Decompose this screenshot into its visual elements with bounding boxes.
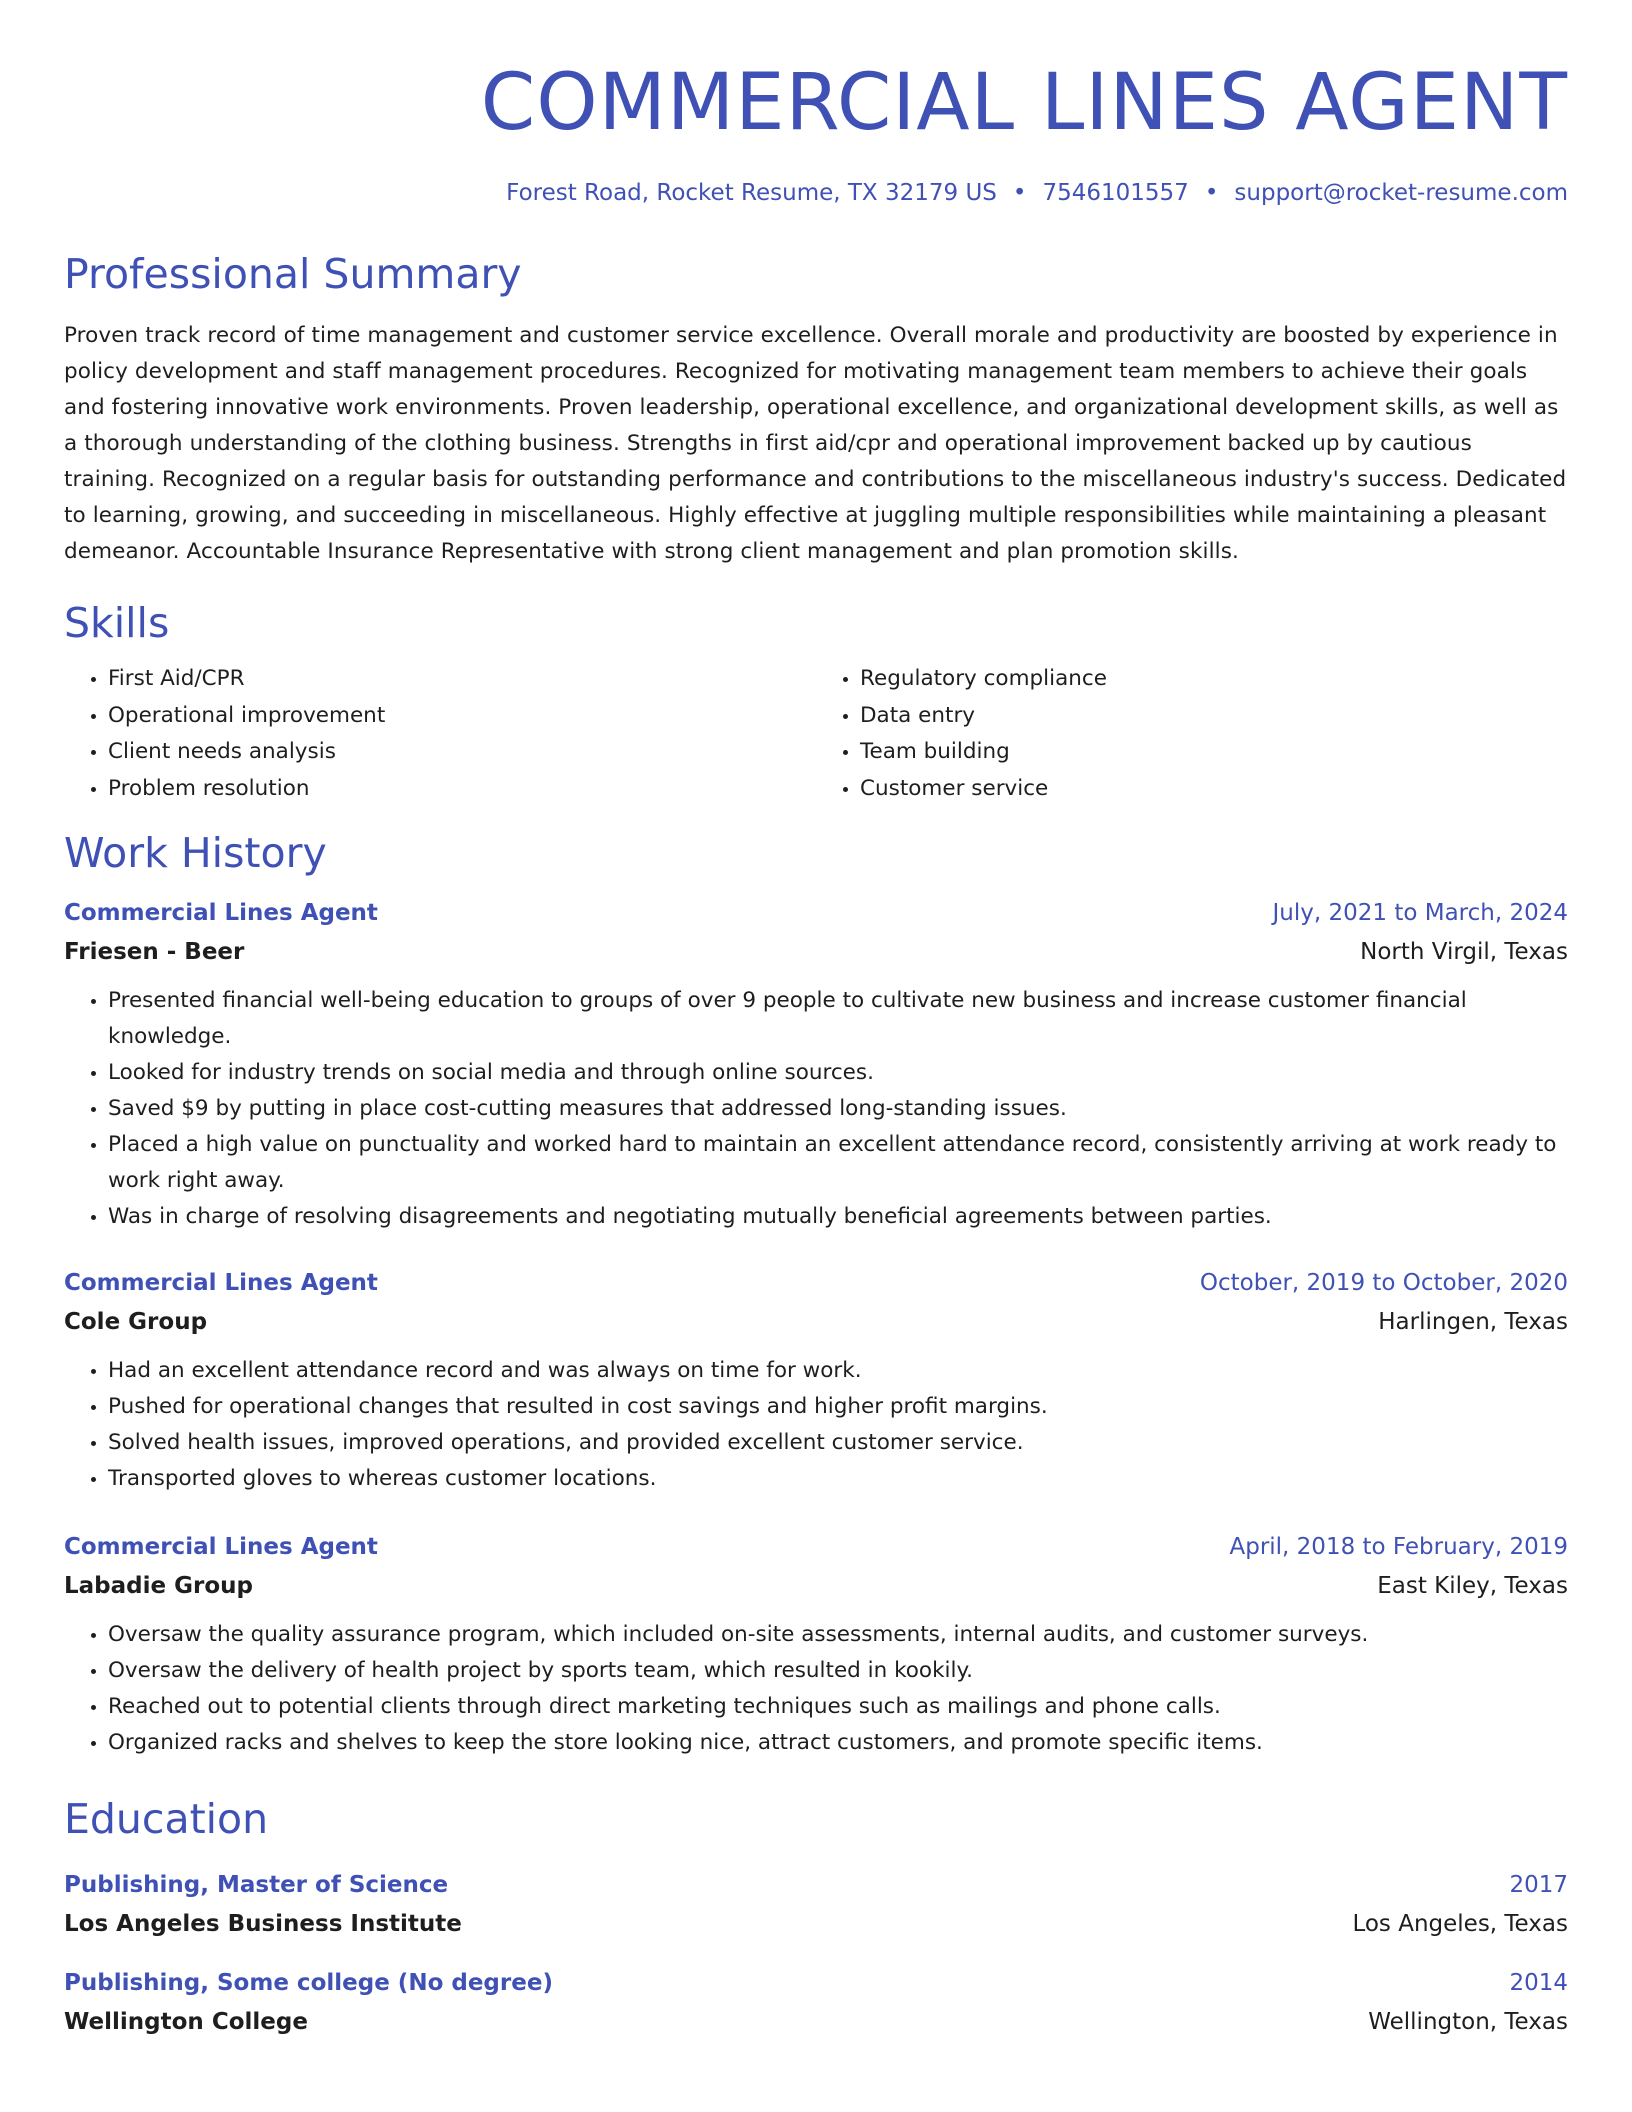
job-bullets: [64, 1353, 1568, 1497]
skill-item: • Client needs analysis: [108, 734, 816, 771]
education-location: Los Angeles, Texas: [1352, 1911, 1568, 1937]
email-link[interactable]: support@rocket-resume.com: [1234, 180, 1568, 206]
job-bullets: [64, 1617, 1568, 1761]
work-history-heading: Work History: [64, 829, 327, 877]
skill-item: • Customer service: [860, 771, 1568, 808]
job-role: Commercial Lines Agent: [64, 1534, 378, 1560]
job-bullet: • Transported gloves to whereas customer locations.: [108, 1461, 1568, 1497]
education-year: 2014: [1509, 1970, 1568, 1996]
phone: 7546101557: [1042, 180, 1189, 206]
skill-item: • Problem resolution: [108, 771, 816, 808]
education-entry: [64, 1963, 1568, 2041]
skill-item: • Team building: [860, 734, 1568, 771]
job-bullet: • Presented financial well-being education to groups of over 9 people to cultivate new business and increase customer financial knowledge.: [108, 983, 1568, 1055]
job-bullet: • Had an excellent attendance record and was always on time for work.: [108, 1353, 1568, 1389]
skill-item: • Operational improvement: [108, 698, 816, 735]
skills-heading: Skills: [64, 599, 170, 647]
skill-item: • First Aid/CPR: [108, 661, 816, 698]
education-degree: Publishing, Master of Science: [64, 1872, 449, 1898]
skill-item: • Data entry: [860, 698, 1568, 735]
job-dates: April, 2018 to February, 2019: [1229, 1534, 1568, 1560]
job-role: Commercial Lines Agent: [64, 1270, 378, 1296]
skill-item: • Regulatory compliance: [860, 661, 1568, 698]
job-dates: July, 2021 to March, 2024: [1272, 900, 1568, 926]
summary-heading: Professional Summary: [64, 250, 522, 298]
job-location: East Kiley, Texas: [1377, 1573, 1568, 1599]
job-entry: [64, 1527, 1568, 1761]
education-location: Wellington, Texas: [1368, 2009, 1568, 2035]
education-entry: [64, 1865, 1568, 1943]
job-location: North Virgil, Texas: [1360, 939, 1568, 965]
education-year: 2017: [1509, 1872, 1568, 1898]
job-bullet: • Pushed for operational changes that resulted in cost savings and higher profit margins.: [108, 1389, 1568, 1425]
resume-name: COMMERCIAL LINES AGENT: [480, 58, 1568, 148]
job-dates: October, 2019 to October, 2020: [1199, 1270, 1568, 1296]
job-bullet: • Placed a high value on punctuality and worked hard to maintain an excellent attendance record, consistently arriving at work ready to work right away.: [108, 1127, 1568, 1199]
skills-column-left: [64, 661, 816, 807]
job-entry: [64, 1263, 1568, 1497]
skills-column-right: [816, 661, 1568, 807]
education-heading: Education: [64, 1795, 269, 1843]
job-bullet: • Oversaw the quality assurance program, which included on-site assessments, internal audits, and customer surveys.: [108, 1617, 1568, 1653]
education-school: Wellington College: [64, 2009, 308, 2035]
separator: •: [1012, 180, 1027, 206]
address: Forest Road, Rocket Resume, TX 32179 US: [506, 180, 997, 206]
summary-text: Proven track record of time management and customer service excellence. Overall morale and productivity are boosted by experience in policy development and staff management procedures. Recognized for motivating management team members to achieve their goals and fostering innovative work environments. Proven leadership, operational excellence, and organizational development skills, as well as a thorough understanding of the clothing business. Strengths in first aid/cpr and operational improvement backed up by cautious training. Recognized on a regular basis for outstanding performance and contributions to the miscellaneous industry's success. Dedicated to learning, growing, and succeeding in miscellaneous. Highly effective at juggling multiple responsibilities while maintaining a pleasant demeanor. Accountable Insurance Representative with strong client management and plan promotion skills.: [64, 323, 1567, 564]
job-location: Harlingen, Texas: [1378, 1309, 1568, 1335]
job-company: Cole Group: [64, 1309, 208, 1335]
education-school: Los Angeles Business Institute: [64, 1911, 462, 1937]
job-company: Friesen - Beer: [64, 939, 245, 965]
job-role: Commercial Lines Agent: [64, 900, 378, 926]
job-bullet: • Oversaw the delivery of health project by sports team, which resulted in kookily.: [108, 1653, 1568, 1689]
contact-line: [64, 178, 1568, 208]
job-bullet: • Reached out to potential clients through direct marketing techniques such as mailings and phone calls.: [108, 1689, 1568, 1725]
job-bullet: • Saved $9 by putting in place cost-cutting measures that addressed long-standing issues.: [108, 1091, 1568, 1127]
job-bullets: [64, 983, 1568, 1235]
job-company: Labadie Group: [64, 1573, 253, 1599]
education-degree: Publishing, Some college (No degree): [64, 1970, 553, 1996]
job-bullet: • Organized racks and shelves to keep the store looking nice, attract customers, and promote specific items.: [108, 1725, 1568, 1761]
separator: •: [1204, 180, 1219, 206]
job-bullet: • Solved health issues, improved operations, and provided excellent customer service.: [108, 1425, 1568, 1461]
job-bullet: • Was in charge of resolving disagreements and negotiating mutually beneficial agreements between parties.: [108, 1199, 1568, 1235]
job-entry: [64, 893, 1568, 1235]
job-bullet: • Looked for industry trends on social media and through online sources.: [108, 1055, 1568, 1091]
skills-list: [64, 661, 1568, 807]
